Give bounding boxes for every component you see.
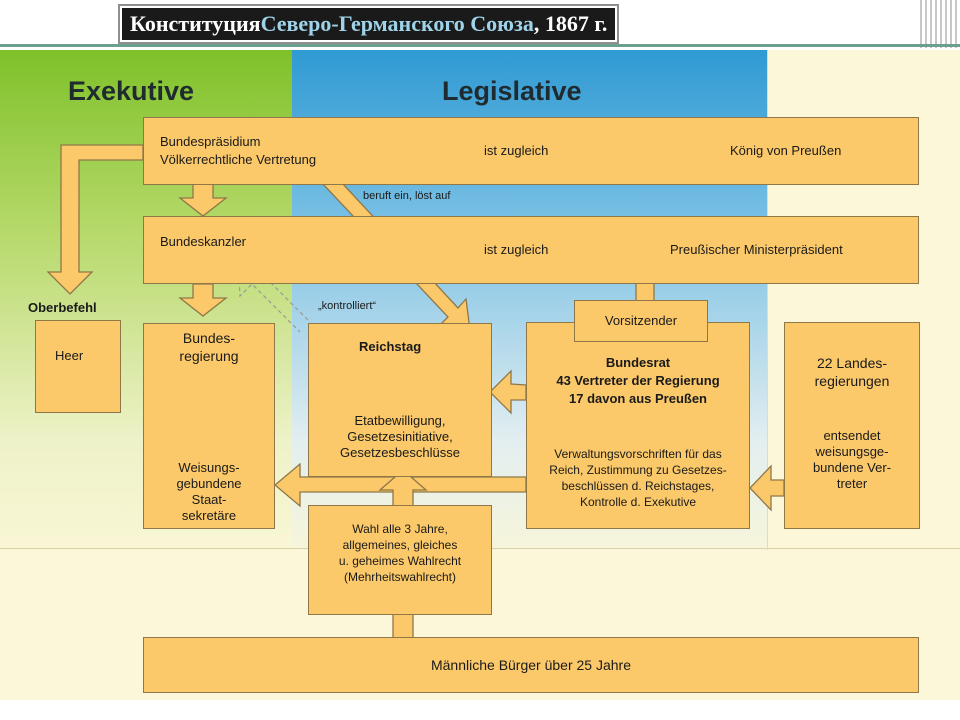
label-oberbefehl: Oberbefehl [28, 300, 97, 315]
slide-header [0, 0, 960, 48]
wahl-line3: u. geheimes Wahlrecht [338, 554, 462, 568]
heading-legislative: Legislative [442, 76, 582, 106]
regierung-line2: regierung [179, 348, 239, 364]
arrow-praesidium-to-kanzler [180, 184, 226, 216]
box-bundespraesidium [143, 117, 919, 185]
kanzler-ministerpraesident: Preußischer Ministerpräsident [670, 242, 843, 257]
wahl-line4: (Mehrheitswahlrecht) [343, 570, 457, 584]
reichstag-title: Reichstag [359, 339, 422, 354]
heading-exekutive: Exekutive [68, 76, 195, 106]
slide-title [118, 4, 619, 44]
wahl-line1: Wahl alle 3 Jahre, [352, 522, 448, 536]
arrow-bundesrat-to-reichstag [490, 371, 526, 413]
label-beruft: beruft ein, löst auf [363, 190, 451, 202]
header-rule [0, 44, 960, 47]
heer-label: Heer [55, 348, 84, 363]
bundesrat-desc1: Verwaltungsvorschriften für das [554, 447, 722, 461]
box-reichstag [308, 323, 492, 477]
title-part-2: Северо-Германского Союза [260, 11, 534, 36]
box-bundesregierung [143, 323, 275, 529]
title-part-1: Конституция [130, 11, 261, 36]
reichstag-line3: Gesetzesbeschlüsse [340, 445, 460, 460]
label-kontrolliert: „kontrolliert“ [318, 300, 377, 312]
reichstag-line2: Gesetzesinitiative, [347, 429, 453, 444]
arrow-kanzler-to-regierung [180, 284, 226, 316]
vorsitzender-label: Vorsitzender [604, 313, 678, 328]
laender-line1: 22 Landes- [816, 355, 888, 371]
buerger-label: Männliche Bürger über 25 Jahre [430, 657, 631, 673]
bundesrat-desc3: beschlüssen d. Reichstages, [561, 479, 715, 493]
bundesrat-desc2: Reich, Zustimmung zu Gesetzes- [549, 463, 727, 477]
laender-sub3: bundene Ver- [812, 460, 892, 475]
arrow-oberbefehl [48, 145, 143, 294]
bundesrat-line1: 43 Vertreter der Regierung [556, 373, 720, 388]
arrow-laender-to-bundesrat [750, 466, 784, 510]
box-bundesrat [526, 322, 750, 529]
praesidium-ist-zugleich: ist zugleich [484, 143, 549, 158]
box-vorsitzender [574, 300, 708, 342]
decorative-stripes [920, 0, 960, 48]
regierung-sub1: Weisungs- [178, 460, 240, 475]
regierung-sub2: gebundene [176, 476, 242, 491]
kanzler-ist-zugleich: ist zugleich [484, 242, 549, 257]
wahl-line2: allgemeines, gleiches [342, 538, 458, 552]
box-heer [35, 320, 121, 413]
box-buerger [143, 637, 919, 693]
box-landesregierungen [784, 322, 920, 529]
praesidium-koenig: König von Preußen [730, 143, 842, 158]
regierung-line1: Bundes- [182, 330, 236, 346]
laender-sub2: weisungsge- [815, 444, 889, 459]
bundesrat-title: Bundesrat [605, 355, 671, 370]
kanzler-title: Bundeskanzler [160, 234, 246, 249]
reichstag-line1: Etatbewilligung, [354, 413, 446, 428]
bundesrat-line2: 17 davon aus Preußen [569, 391, 707, 406]
praesidium-title: Bundespräsidium [160, 134, 261, 149]
laender-sub1: entsendet [823, 428, 881, 443]
title-part-3: , 1867 г. [533, 11, 608, 36]
laender-sub4: treter [836, 476, 868, 491]
laender-line2: regierungen [814, 373, 890, 389]
constitution-diagram [0, 50, 960, 700]
box-bundeskanzler [143, 216, 919, 284]
regierung-sub3: Staat- [191, 492, 227, 507]
bundesrat-desc4: Kontrolle d. Exekutive [579, 495, 697, 509]
praesidium-subtitle: Völkerrechtliche Vertretung [160, 152, 317, 167]
regierung-sub4: sekretäre [181, 508, 237, 523]
box-wahl [308, 505, 492, 615]
